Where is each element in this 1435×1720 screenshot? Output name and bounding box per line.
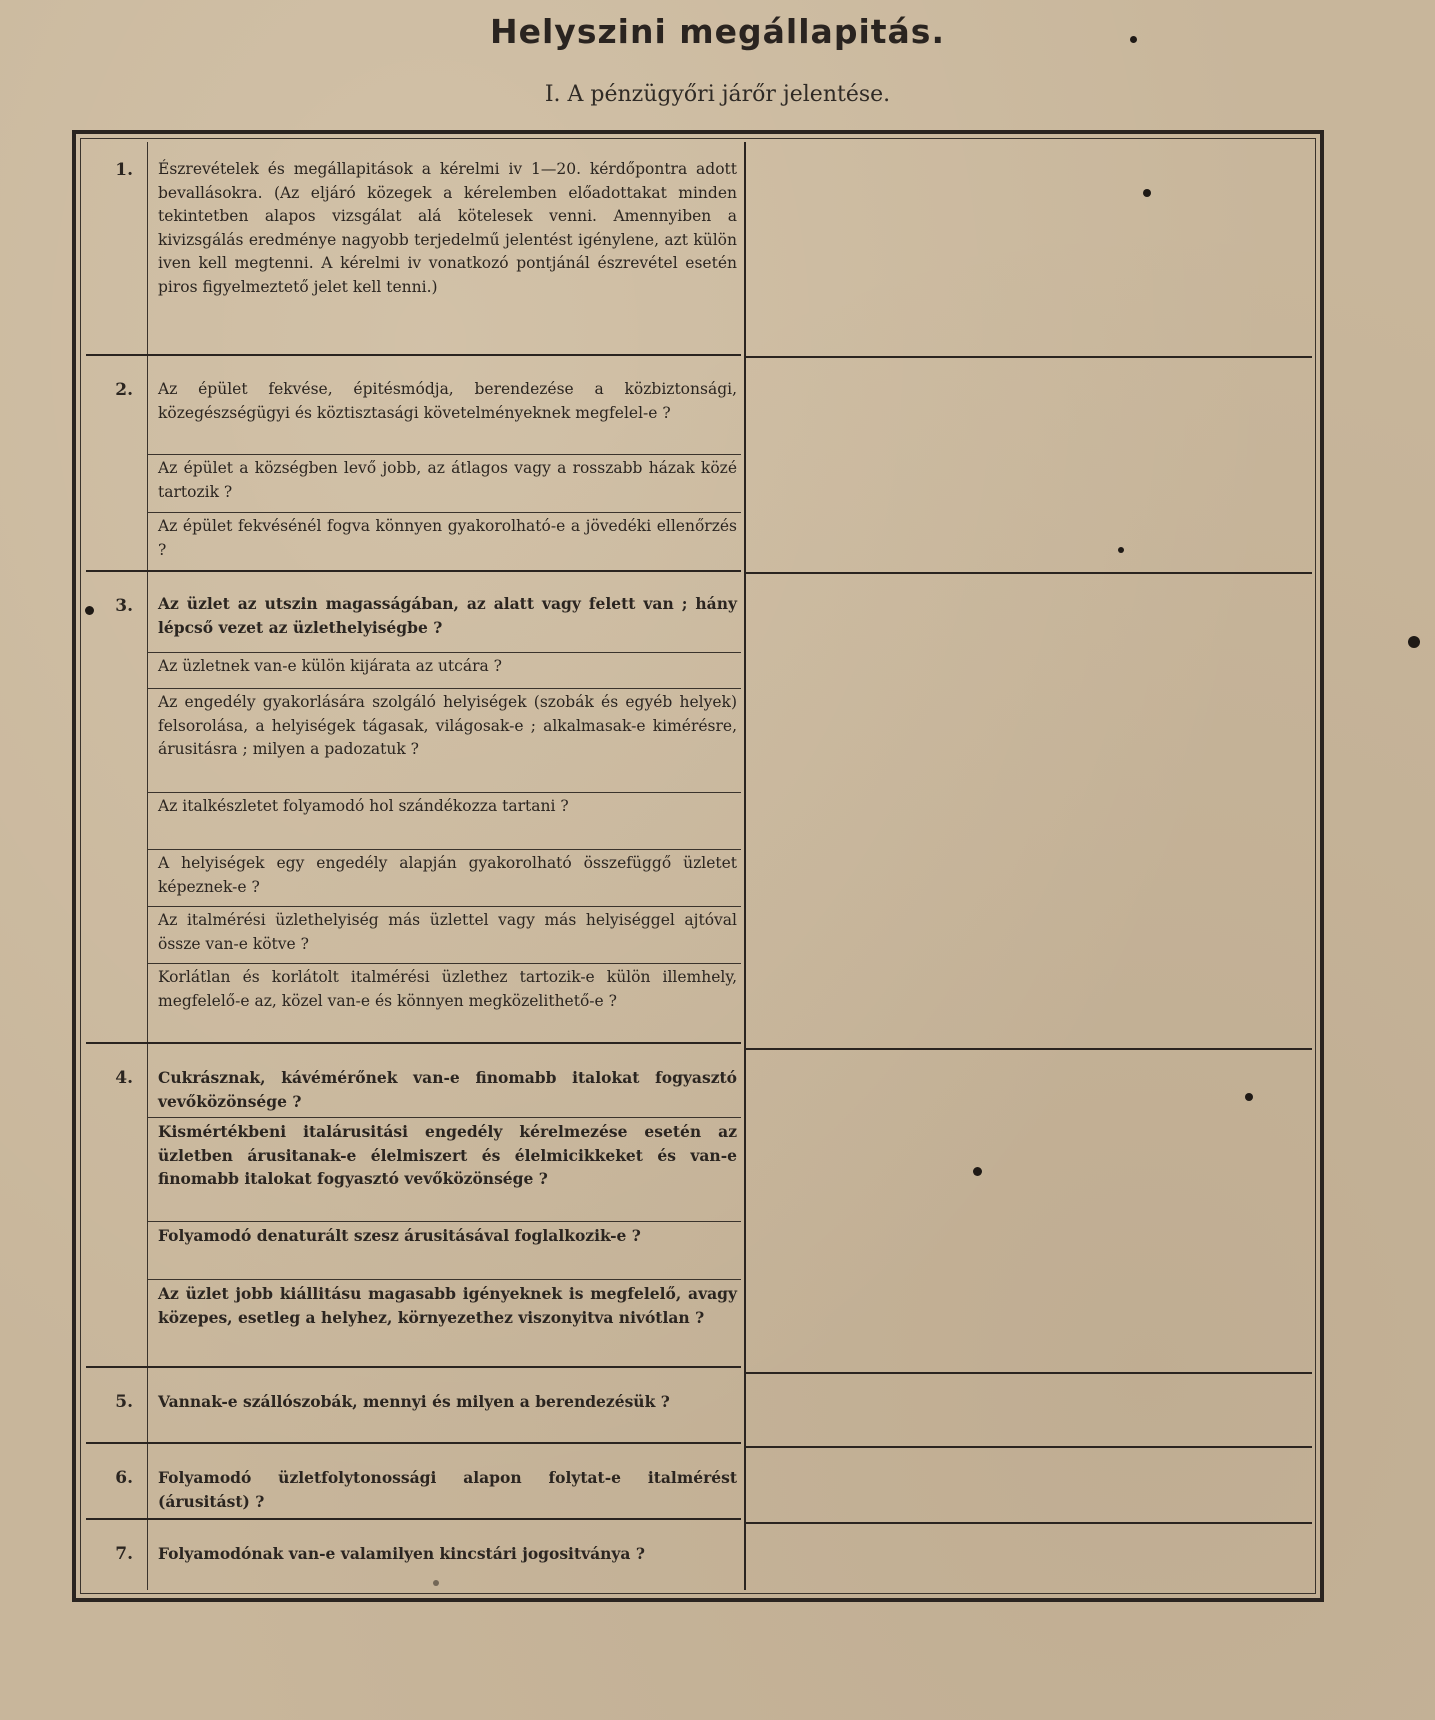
question: Kismértékbeni italárusitási engedély kérelmezése esetén az üzletben árusitanak-e élelmiszert és élelmicikkeket és van-e finomabb italokat fogyasztó vevőközönsége ? [148,1118,741,1222]
question: Észrevételek és megállapitások a kérelmi iv 1—20. kérdőpontra adott bevallásokra. (Az eljáró közegek a kérelemben előadottakat minden tekintetben alapos vizsgálat alá kötelesek venni. Amennyiben a kivizsgálás eredménye nagyobb terjedelmű jelentést igénylene, azt külön iven kell megtenni. A kérelmi iv vonatkozó pontjánál észrevétel esetén piros figyelmeztető jelet kell tenni.) [158,160,737,296]
ink-speck [1143,189,1151,197]
question: Az épület fekvése, épitésmódja, berendezése a közbiztonsági, közegészségügyi és köztisztasági követelményeknek megfelel-e ? [148,356,741,455]
section-2 [86,356,741,572]
section-number: 1. [86,142,148,354]
section-1 [86,142,741,356]
question: Az italmérési üzlethelyiség más üzlettel vagy más helyiséggel ajtóval össze van-e kötve ? [148,907,741,964]
questionnaire-form [72,130,1324,1602]
page-subtitle: I. A pénzügyőri járőr jelentése. [544,82,891,107]
question: Cukrásznak, kávémérőnek van-e finomabb italokat fogyasztó vevőközönsége ? [148,1044,741,1118]
question: Az épület fekvésénél fogva könnyen gyakorolható-e a jövedéki ellenőrzés ? [158,517,737,559]
question: Az italkészletet folyamodó hol szándékozza tartani ? [148,793,741,850]
section-questions [148,1444,741,1518]
answer-area-5[interactable] [746,1374,1312,1448]
ink-speck [1408,636,1420,648]
section-4 [86,1044,741,1368]
answer-area-7[interactable] [746,1524,1312,1592]
answer-area-6[interactable] [746,1448,1312,1524]
ink-speck [1118,547,1124,553]
question: A helyiségek egy engedély alapján gyakorolható összefüggő üzletet képeznek-e ? [148,850,741,907]
ink-speck [433,1580,439,1586]
ink-speck [973,1167,982,1176]
section-number: 2. [86,356,148,570]
section-5 [86,1368,741,1444]
section-questions [148,1044,741,1366]
section-7 [86,1520,741,1590]
section-questions [148,1520,741,1590]
answer-area-3[interactable] [746,574,1312,1050]
question: Folyamodónak van-e valamilyen kincstári jogositványa ? [158,1544,645,1563]
section-3 [86,572,741,1044]
ink-speck [85,606,94,615]
answers-column [744,142,1312,1590]
section-6 [86,1444,741,1520]
question: Az engedély gyakorlására szolgáló helyiségek (szobák és egyéb helyek) felsorolása, a helyiségek tágasak, világosak-e ; alkalmasak-e kimérésre, árusitásra ; milyen a padozatuk ? [148,689,741,793]
section-questions [148,356,741,570]
section-questions [148,142,741,354]
section-number: 6. [86,1444,148,1518]
question: Folyamodó üzletfolytonossági alapon folytat-e italmérést (árusitást) ? [158,1468,737,1511]
answer-area-1[interactable] [746,142,1312,358]
page-title: Helyszini megállapitás. [490,12,945,51]
question: Vannak-e szállószobák, mennyi és milyen a berendezésük ? [158,1392,670,1411]
answer-area-4[interactable] [746,1050,1312,1374]
questions-column [86,142,741,1590]
section-number: 5. [86,1368,148,1442]
section-number: 3. [86,572,148,1042]
question: Folyamodó denaturált szesz árusitásával foglalkozik-e ? [148,1222,741,1280]
ink-speck [1130,36,1137,43]
question: Az üzlet az utszin magasságában, az alatt vagy felett van ; hány lépcső vezet az üzlethelyiségbe ? [148,572,741,653]
ink-speck [1245,1093,1253,1101]
question: Az üzlet jobb kiállitásu magasabb igényeknek is megfelelő, avagy közepes, esetleg a helyhez, környezethez viszonyitva nivótlan ? [158,1284,737,1327]
section-questions [148,572,741,1042]
answer-area-2[interactable] [746,358,1312,574]
question: Az épület a községben levő jobb, az átlagos vagy a rosszabb házak közé tartozik ? [148,455,741,513]
question: Korlátlan és korlátolt italmérési üzlethez tartozik-e külön illemhely, megfelelő-e az, közel van-e és könnyen megközelithető-e ? [158,968,737,1010]
question: Az üzletnek van-e külön kijárata az utcára ? [148,653,741,689]
section-number: 4. [86,1044,148,1366]
section-questions [148,1368,741,1442]
section-number: 7. [86,1520,148,1590]
